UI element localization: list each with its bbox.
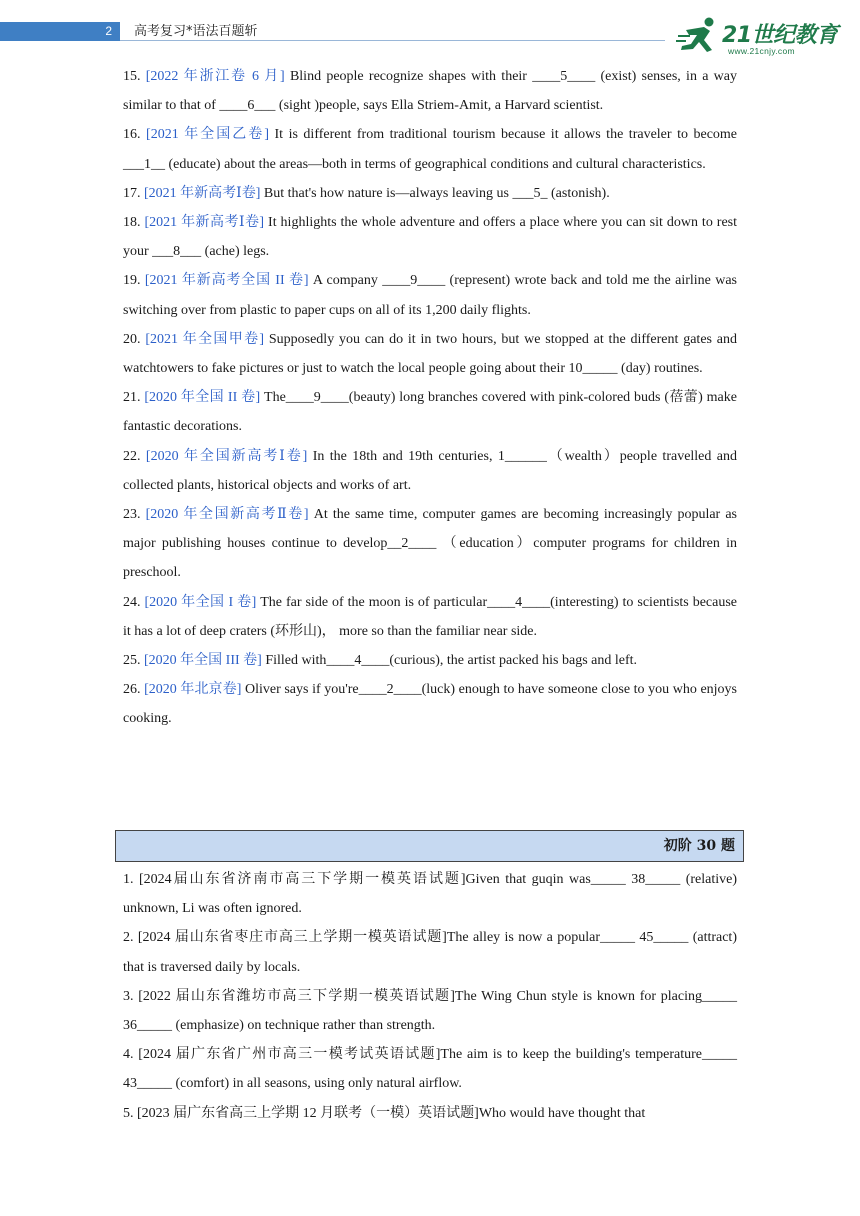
question-source: [2020 年全国新高考Ⅰ卷]	[145, 448, 308, 464]
question-text: It highlights the whole adventure and offers a place where you can sit down to rest your ___8___ (ache) legs.	[123, 215, 737, 260]
question-text: But that's how nature is—always leaving us ___5_ (astonish).	[260, 185, 610, 201]
question-text: The far side of the moon is of particular____4____(interesting) to scientists because it has a lot of deep craters (环形山)， more so than the familiar near side.	[123, 594, 738, 639]
question-source: [2022 年浙江卷 6 月]	[145, 69, 285, 84]
question-source: [2020 年全国 III 卷]	[144, 653, 262, 669]
question-item	[123, 62, 737, 120]
question-number: 5.	[123, 1105, 134, 1121]
question-number: 24.	[123, 594, 141, 610]
question-item	[123, 383, 737, 441]
runner-icon	[676, 16, 722, 56]
question-source: [2020 年全国 I 卷]	[144, 594, 257, 610]
question-source: [2021 年新高考全国 II 卷]	[144, 273, 309, 289]
question-number: 23.	[123, 507, 141, 523]
question-text: [2024 届广东省广州市高三一模考试英语试题]The aim is to keep the building's temperature_____ 43_____ (comfort) in all seasons, using only natural airflow.	[123, 1047, 737, 1092]
question-item	[123, 325, 737, 383]
question-number: 19.	[123, 273, 141, 289]
question-item	[123, 179, 737, 208]
question-number: 17.	[123, 185, 141, 201]
question-item	[123, 923, 737, 981]
question-source: [2021 年全国乙卷]	[146, 127, 269, 143]
question-item	[123, 675, 737, 733]
page-number-tab: 2	[0, 22, 120, 41]
question-item	[123, 865, 737, 923]
question-number: 16.	[123, 127, 141, 143]
question-item	[123, 120, 737, 178]
question-source: [2020 年全国 II 卷]	[144, 390, 261, 406]
question-number: 18.	[123, 215, 141, 231]
question-text: It is different from traditional tourism because it allows the traveler to become ___1__ (educate) about the areas—both in terms of geographical conditions and cultural characteristics.	[123, 127, 738, 172]
question-number: 15.	[123, 69, 141, 84]
question-number: 1.	[123, 872, 134, 887]
question-text: Filled with____4____(curious), the artist packed his bags and left.	[261, 653, 638, 669]
question-number: 26.	[123, 682, 141, 698]
question-number: 2.	[123, 930, 134, 946]
question-number: 25.	[123, 653, 141, 669]
logo-url: www.21cnjy.com	[728, 46, 795, 56]
page-header	[0, 0, 860, 60]
question-item	[123, 442, 737, 500]
question-text: Oliver says if you're____2____(luck) enough to have someone close to you who enjoys cooking.	[123, 682, 738, 727]
question-number: 22.	[123, 448, 141, 464]
question-number: 21.	[123, 390, 141, 406]
question-list-upper	[123, 62, 737, 734]
question-source: [2020 年全国新高考Ⅱ卷]	[145, 507, 309, 523]
question-text: At the same time, computer games are becoming increasingly popular as major publishing houses continue to develop__2____ （education）computer programs for children in preschool.	[123, 507, 737, 581]
section-title: 初阶 30 题	[663, 838, 735, 854]
question-item	[123, 588, 737, 646]
question-item	[123, 1099, 737, 1128]
question-number: 20.	[123, 331, 141, 347]
question-text: [2022 届山东省潍坊市高三下学期一模英语试题]The Wing Chun style is known for placing_____ 36_____ (emphasize) on technique rather than strength.	[123, 988, 737, 1034]
question-text: The____9____(beauty) long branches covered with pink-colored buds (蓓蕾) make fantastic decorations.	[123, 390, 737, 435]
question-text: [2024 届山东省枣庄市高三上学期一模英语试题]The alley is now a popular_____ 45_____ (attract) that is traversed daily by locals.	[123, 930, 737, 975]
question-source: [2020 年北京卷]	[144, 682, 242, 698]
question-source: [2021 年新高考Ⅰ卷]	[144, 215, 265, 231]
question-item	[123, 646, 737, 675]
question-text: Supposedly you can do it in two hours, but we stopped at the different gates and watchtowers to fake pictures or just to watch the local people going about their 10_____ (day) routines.	[123, 331, 738, 377]
question-item	[123, 208, 737, 266]
question-source: [2021 年新高考Ⅰ卷]	[144, 185, 261, 201]
question-number: 4.	[123, 1047, 134, 1063]
question-number: 3.	[123, 988, 134, 1004]
logo-name: 21世纪教育	[722, 23, 838, 48]
running-title: 高考复习*语法百题斩	[134, 24, 258, 39]
question-item	[123, 1040, 737, 1098]
question-text: [2023 届广东省高三上学期 12 月联考（一模）英语试题]Who would have thought that	[133, 1105, 646, 1121]
question-list-lower	[123, 865, 737, 1128]
21cnjy-logo[interactable]	[676, 14, 846, 58]
question-item	[123, 500, 737, 588]
section-header-bar	[115, 830, 744, 862]
question-source: [2021 年全国甲卷]	[145, 331, 265, 347]
question-text: Blind people recognize shapes with their ____5____ (exist) senses, in a way similar to that of ____6___ (sight )people, says Ella Striem-Amit, a Harvard scientist.	[123, 69, 737, 114]
question-text: A company ____9____ (represent) wrote back and told me the airline was switching over from plastic to paper cups on all of its 1,200 daily flights.	[123, 273, 738, 318]
header-divider	[120, 40, 665, 41]
question-text: In the 18th and 19th centuries, 1______（wealth）people travelled and collected plants, historical objects and works of art.	[123, 448, 738, 493]
question-item	[123, 982, 737, 1040]
question-item	[123, 266, 737, 324]
question-text: [2024届山东省济南市高三下学期一模英语试题]Given that guqin was_____ 38_____ (relative) unknown, Li was often ignored.	[123, 872, 737, 917]
